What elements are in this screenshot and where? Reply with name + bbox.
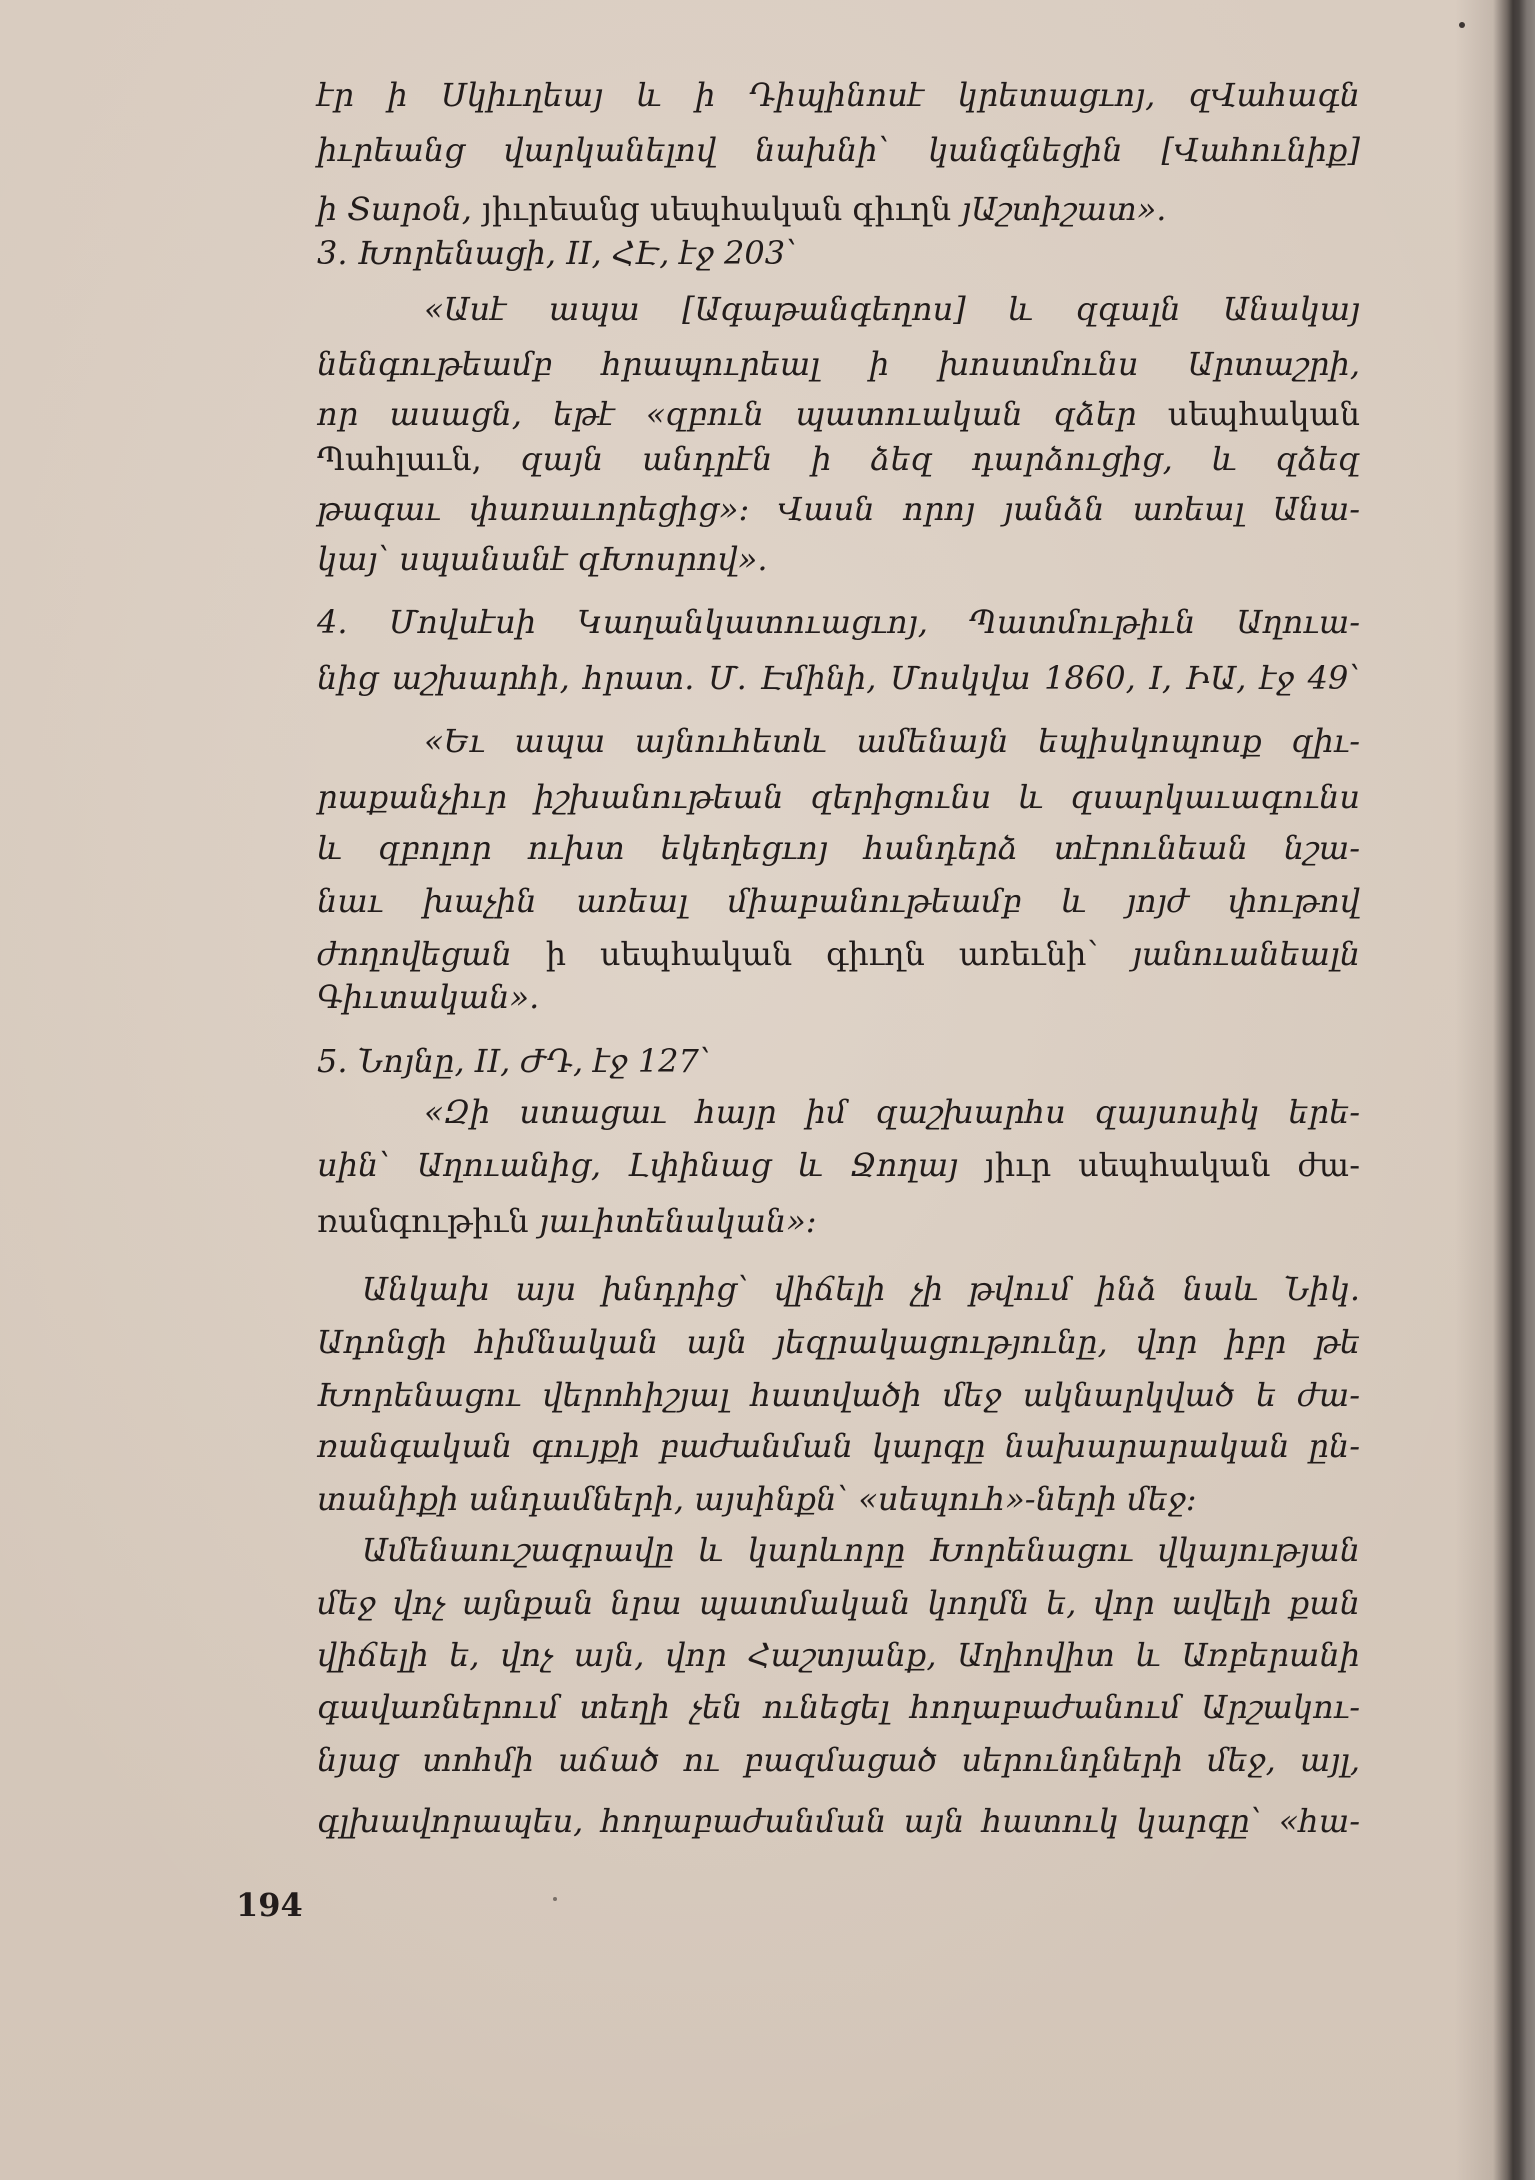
citation-text: 4. Մովսէսի Կաղանկատուացւոյ, Պատմութիւն Աղուա- bbox=[317, 603, 1360, 641]
paragraph-line bbox=[317, 1740, 1360, 1780]
paragraph-line bbox=[317, 1687, 1360, 1727]
text-segment: նաւ խաչին առեալ միաբանութեամբ և յոյժ փութով bbox=[317, 882, 1360, 920]
quote-line bbox=[424, 289, 1360, 329]
paragraph-line bbox=[317, 1583, 1360, 1623]
text-segment: ի Տարօն, bbox=[317, 190, 472, 228]
text-segment: րաքանչիւր իշխանութեան զերիցունս և զսարկաւագունս bbox=[317, 778, 1360, 816]
text-segment: յանուանեալն bbox=[1131, 935, 1361, 973]
source-citation bbox=[317, 602, 1360, 642]
paragraph-line bbox=[317, 1375, 1360, 1415]
source-citation bbox=[317, 658, 1360, 698]
text-segment: նյաց տոհմի աճած ու բազմացած սերունդների մեջ, այլ, bbox=[317, 1741, 1360, 1779]
quote-line bbox=[317, 1201, 1360, 1241]
text-segment: զայն անդրէն ի ձեզ դարձուցից, և զձեզ bbox=[520, 440, 1361, 478]
text-segment: Ամենաուշագրավը և կարևորը Խորենացու վկայության bbox=[362, 1531, 1360, 1569]
text-segment: վիճելի ե, վոչ այն, վոր Հաշտյանք, Աղիովիտ և Առբերանի bbox=[317, 1636, 1360, 1674]
quote-line bbox=[317, 1145, 1360, 1185]
quote-line bbox=[317, 934, 1360, 974]
text-segment: յաւիտենական»։ bbox=[538, 1202, 817, 1240]
paragraph-line bbox=[317, 1479, 1360, 1519]
quote-line bbox=[317, 881, 1360, 921]
text-segment: Անկախ այս խնդրից՝ վիճելի չի թվում ինձ նաև Նիկ. bbox=[362, 1270, 1360, 1308]
citation-text: նից աշխարհի, հրատ. Մ. Էմինի, Մոսկվա 1860, I, ԻԱ, էջ 49՝ bbox=[317, 659, 1360, 697]
text-segment: ռանգական գույքի բաժանման կարգը նախարարական ըն- bbox=[317, 1427, 1360, 1465]
quote-line bbox=[317, 777, 1360, 817]
citation-text: 3. Խորենացի, II, ՀԷ, էջ 203՝ bbox=[317, 234, 797, 272]
text-segment: ժողովեցան bbox=[317, 935, 512, 973]
text-segment: կայ՝ սպանանէ զԽոսրով». bbox=[317, 540, 768, 578]
text-segment: յԱշտիշատ». bbox=[961, 190, 1167, 228]
text-segment: որ ասացն, եթէ «զբուն պատուական զձեր bbox=[317, 395, 1137, 433]
quote-line bbox=[317, 130, 1360, 170]
quote-line bbox=[317, 189, 1360, 229]
citation-text: 5. Նոյնը, II, ԺԴ, էջ 127՝ bbox=[317, 1042, 711, 1080]
text-segment: սեպհական bbox=[1167, 395, 1361, 433]
text-segment: և զբոլոր ուխտ եկեղեցւոյ հանդերձ տէրունեան նշա- bbox=[317, 829, 1360, 867]
quote-line bbox=[317, 828, 1360, 868]
text-segment: նենգութեամբ հրապուրեալ ի խոստմունս Արտաշրի, bbox=[317, 345, 1360, 383]
quote-line bbox=[317, 439, 1360, 479]
paragraph-line bbox=[317, 1322, 1360, 1362]
text-segment: յիւր սեպհական ժա- bbox=[985, 1146, 1361, 1184]
text-segment: գլխավորապես, հողաբաժանման այն հատուկ կարգը՝ «հա- bbox=[317, 1802, 1360, 1840]
paragraph-line bbox=[317, 1801, 1360, 1841]
paragraph-line bbox=[317, 1635, 1360, 1675]
paragraph-line bbox=[362, 1269, 1360, 1309]
text-segment: սին՝ Աղուանից, Լփինաց և Ջողայ bbox=[317, 1146, 959, 1184]
text-segment: ի սեպհական գիւղն առեւնի՝ bbox=[545, 935, 1099, 973]
text-segment: թագաւ փառաւորեցից»։ Վասն որոյ յանձն առեալ Անա- bbox=[317, 490, 1360, 528]
quote-line bbox=[317, 394, 1360, 434]
text-segment: իւրեանց վարկանելով նախնի՝ կանգնեցին [Վահունիք] bbox=[317, 131, 1360, 169]
text-segment: «Զի ստացաւ հայր իմ զաշխարհս զայսոսիկ երե- bbox=[424, 1093, 1360, 1131]
page-number: 194 bbox=[236, 1886, 303, 1924]
binding-gutter-shadow bbox=[1455, 0, 1535, 2180]
text-segment: մեջ վոչ այնքան նրա պատմական կողմն ե, վոր ավելի քան bbox=[317, 1584, 1360, 1622]
quote-line bbox=[317, 489, 1360, 529]
quote-line bbox=[424, 721, 1360, 761]
text-segment: Պահլաւն, bbox=[317, 440, 482, 478]
text-segment: տանիքի անդամների, այսինքն՝ «սեպուհ»-ների մեջ։ bbox=[317, 1480, 1197, 1518]
paragraph-line bbox=[362, 1530, 1360, 1570]
text-segment: «Ասէ ապա [Ագաթանգեղոս] և զգալն Անակայ bbox=[424, 290, 1360, 328]
quote-line bbox=[317, 344, 1360, 384]
quote-line bbox=[317, 75, 1360, 115]
paper-speck bbox=[553, 1897, 557, 1901]
text-segment: Խորենացու վերոհիշյալ հատվածի մեջ ակնարկված ե ժա- bbox=[317, 1376, 1360, 1414]
text-segment: Ադոնցի հիմնական այն յեզրակացությունը, վոր իբր թե bbox=[317, 1323, 1360, 1361]
text-segment: ռանգութիւն bbox=[317, 1202, 529, 1240]
paragraph-line bbox=[317, 1426, 1360, 1466]
text-segment: էր ի Սկիւղեայ և ի Դիպինոսէ կրետացւոյ, զՎահագն bbox=[317, 76, 1360, 114]
text-segment: «Եւ ապա այնուհետև ամենայն եպիսկոպոսք զիւ- bbox=[424, 722, 1360, 760]
source-citation bbox=[317, 233, 1360, 273]
quote-line bbox=[424, 1092, 1360, 1132]
quote-line bbox=[317, 539, 1360, 579]
text-segment: Գիւտական». bbox=[317, 978, 540, 1016]
text-segment: գավառներում տեղի չեն ունեցել հողաբաժանում Արշակու- bbox=[317, 1688, 1360, 1726]
text-segment: յիւրեանց սեպհական գիւղն bbox=[482, 190, 952, 228]
source-citation bbox=[317, 1041, 1360, 1081]
quote-line bbox=[317, 977, 1360, 1017]
